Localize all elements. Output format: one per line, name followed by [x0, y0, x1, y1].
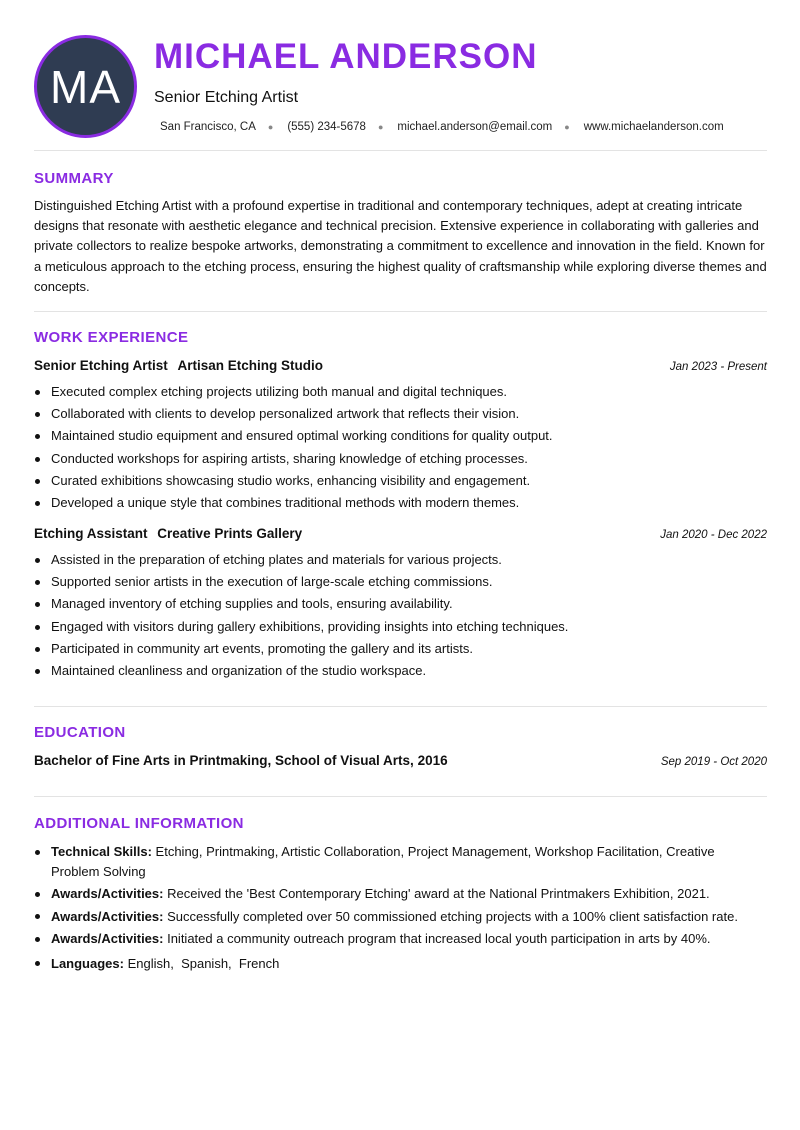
- avatar: [34, 35, 137, 138]
- job-title: [34, 358, 323, 373]
- job-bullets: [51, 549, 771, 682]
- list-item: [51, 907, 766, 927]
- item-text: Initiated a community outreach program that increased local youth participation in arts by 40%.: [167, 931, 711, 946]
- list-item: Curated exhibitions showcasing studio works, enhancing visibility and engagement.: [51, 470, 771, 492]
- list-item: Managed inventory of etching supplies and tools, ensuring availability.: [51, 593, 771, 615]
- section-divider: [34, 311, 767, 312]
- education-dates: Sep 2019 - Oct 2020: [660, 756, 767, 768]
- education-heading: EDUCATION: [34, 724, 126, 741]
- section-divider: [34, 796, 767, 797]
- job-dates: Jan 2023 - Present: [669, 361, 767, 373]
- list-item: Assisted in the preparation of etching plates and materials for various projects.: [51, 549, 771, 571]
- contact-website[interactable]: www.michaelanderson.com: [583, 121, 724, 133]
- separator-dot-icon: ●: [377, 122, 384, 132]
- job-bullets: [51, 381, 771, 514]
- job-company: Artisan Etching Studio: [177, 358, 324, 373]
- section-divider: [34, 706, 767, 707]
- list-item: Executed complex etching projects utilizing both manual and digital techniques.: [51, 381, 771, 403]
- list-item: Conducted workshops for aspiring artists, sharing knowledge of etching processes.: [51, 448, 771, 470]
- list-item: [51, 884, 766, 904]
- job-company: Creative Prints Gallery: [157, 526, 303, 541]
- list-item: Supported senior artists in the execution of large-scale etching commissions.: [51, 571, 771, 593]
- contact-phone: (555) 234-5678: [287, 121, 366, 133]
- job-position: Senior Etching Artist: [34, 358, 168, 373]
- additional-heading: ADDITIONAL INFORMATION: [34, 815, 244, 832]
- list-item: Collaborated with clients to develop personalized artwork that reflects their vision.: [51, 403, 771, 425]
- list-item: Developed a unique style that combines traditional methods with modern themes.: [51, 492, 771, 514]
- job-dates: Jan 2020 - Dec 2022: [660, 529, 767, 541]
- item-label: Awards/Activities:: [51, 908, 164, 924]
- item-text: English, Spanish, French: [127, 955, 280, 971]
- item-label: Languages:: [51, 955, 124, 971]
- summary-text: Distinguished Etching Artist with a profound expertise in traditional and contemporary techniques, adept at creating intricate designs that resonate with aesthetic elegance and technical precision. Extensive experience in collaborating with galleries and private collectors to realize bespoke artworks, demonstrating a commitment to excellence and innovation in the field. Known for a meticulous approach to the etching process, ensuring the highest quality of craftsmanship while exploring diverse themes and concepts.: [34, 198, 767, 294]
- contact-line: [160, 121, 724, 133]
- separator-dot-icon: ●: [564, 122, 570, 132]
- avatar-initials: MA: [50, 60, 121, 113]
- item-text: Successfully completed over 50 commissioned etching projects with a 100% client satisfaction rate.: [167, 908, 738, 924]
- contact-email[interactable]: michael.anderson@email.com: [397, 121, 553, 133]
- job-position: Etching Assistant: [34, 526, 148, 541]
- item-label: Awards/Activities:: [51, 886, 164, 901]
- summary-heading: SUMMARY: [34, 170, 114, 187]
- list-item: [51, 842, 766, 881]
- experience-heading: WORK EXPERIENCE: [34, 329, 189, 346]
- education-degree: Bachelor of Fine Arts in Printmaking, School of Visual Arts, 2016: [34, 753, 448, 768]
- item-label: Awards/Activities:: [51, 931, 164, 946]
- job-header: [34, 526, 767, 541]
- candidate-name: MICHAEL ANDERSON: [154, 37, 538, 76]
- section-divider: [34, 150, 767, 151]
- candidate-role: Senior Etching Artist: [154, 89, 299, 106]
- list-item: Participated in community art events, promoting the gallery and its artists.: [51, 638, 771, 660]
- separator-dot-icon: ●: [267, 122, 274, 132]
- additional-list: [51, 842, 766, 976]
- list-item: Maintained studio equipment and ensured optimal working conditions for quality output.: [51, 425, 771, 447]
- contact-location: San Francisco, CA: [160, 121, 256, 133]
- job-header: [34, 358, 767, 373]
- education-entry: [34, 753, 767, 768]
- item-text: Received the 'Best Contemporary Etching' award at the National Printmakers Exhibition, 2021.: [167, 886, 710, 901]
- list-item: [51, 929, 766, 949]
- list-item: Engaged with visitors during gallery exhibitions, providing insights into etching techniques.: [51, 616, 771, 638]
- job-title: [34, 526, 302, 541]
- list-item: Maintained cleanliness and organization of the studio workspace.: [51, 660, 771, 682]
- item-label: Technical Skills:: [51, 844, 152, 859]
- list-item: [51, 954, 766, 974]
- item-text: Etching, Printmaking, Artistic Collaboration, Project Management, Workshop Facilitation, Creative Problem Solving: [51, 844, 715, 879]
